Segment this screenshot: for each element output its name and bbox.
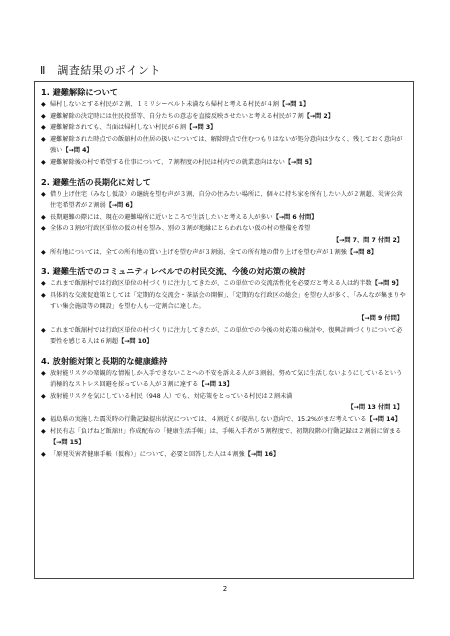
question-reference: 【→問 16】 [244,450,280,458]
item-text: 所有地については、全ての所有地の買い上げを望む声が３割弱、全ての所有地の借り上げを望む声が１割強 [50,248,347,256]
question-reference: 【→問 9 付問】 [358,314,403,322]
question-reference: 【→問 4】 [62,147,93,155]
section-4 [41,355,407,461]
bullet-item [41,157,407,169]
question-reference: 【→問 13 付問 1】 [347,404,403,412]
section-3 [41,265,407,348]
diamond-bullet-icon: ◆ [41,213,46,221]
section-title: 2. 避難生活の長期化に対して [41,176,151,187]
diamond-bullet-icon: ◆ [41,326,46,334]
question-reference: 【→問 15】 [50,439,85,447]
item-text: これまで飯舘村では行政区単位の村づくりに注力してきたが、この単位での交流活性化を必要だと考える人は約半数 [50,280,372,288]
section-title: 3. 避難生活でのコミュニティレベルでの村民交流、今後の対応策の検討 [41,266,306,277]
summary-box [34,81,414,579]
question-reference: 【→問 9】 [371,280,402,288]
bullet-item [41,368,407,391]
bullet-item [41,111,407,123]
section-heading: Ⅱ 調査結果のポイント [40,64,161,77]
diamond-bullet-icon: ◆ [41,427,46,435]
bullet-item [41,212,407,224]
bullet-item [41,189,407,212]
item-text: 帰村しないとする村民が２割、１ミリシーベルト未満なら帰村と考える村民が４割 [50,101,279,108]
item-text: 放射能リスクを気にしている村民（948 人）でも、対応策をとっている村民は２割未満 [50,392,293,400]
page-number: 2 [222,585,228,593]
item-text: 具体的な交流促進策としては「定期的な交流会・茶話会の開催」、「定期的な行政区の総会」を望む人が多く、「みんなが集まりやすい集会施設等の開設」を望む人も一定割合に達した。 [50,291,406,311]
item-text: 避難解除されても、当面は帰村しない村民が６割 [50,124,187,132]
diamond-bullet-icon: ◆ [41,135,46,143]
diamond-bullet-icon: ◆ [41,450,46,458]
item-text: 避難解除された時点での飯舘村の住居の扱いについては、解除時点で住むつもりはないが処分意向は少なく、残しておく意向が強い [50,135,403,155]
diamond-bullet-icon: ◆ [41,369,46,377]
bullet-item [41,134,407,157]
item-text: 放射能リスクの楽観的な情報しか入手できないことへの不安を訴える人が３割弱、努めて気に生活しないようにしているという消極的なストレス回避を採っている人が３割に達する [50,369,403,389]
bullet-item [41,391,407,403]
section-2 [41,176,407,259]
item-text: 全体の３割が行政区単位の仮の村を望み、別の３割が地縁にとらわれない仮の村の整備を希望 [50,225,311,233]
item-text: 避難解除の決定時には住民投票等、自分たちの意志を直接反映させたいと考える村民が７割 [50,112,304,120]
diamond-bullet-icon: ◆ [41,392,46,400]
question-reference: 【→問 5】 [284,158,316,166]
bullet-item [41,278,407,290]
diamond-bullet-icon: ◆ [41,190,46,198]
diamond-bullet-icon: ◆ [41,101,46,108]
bullet-item [41,449,407,461]
question-reference: 【→問 6】 [105,202,136,210]
diamond-bullet-icon: ◆ [41,248,46,256]
diamond-bullet-icon: ◆ [41,225,46,233]
section-1 [41,86,407,169]
item-text: 避難解除後の村で希望する仕事について、７割程度の村民は村内での就業意向はない [50,158,285,166]
item-text: 村民有志「負げねど飯舘!!」作成配布の「健康生活手帳」は、手帳入手者が５割程度で、初期段階の行動記録は２割弱に留まる [50,427,402,435]
bullet-item [41,325,407,348]
diamond-bullet-icon: ◆ [41,112,46,120]
question-reference: 【→問 13】 [198,381,233,389]
item-text: 借り上げ住宅（みなし仮設）の継続を望む声が３割、自分の住みたい場所に、個々に持ち家を所有したい人が２割超、災害公営住宅希望者が２割弱 [50,190,403,210]
diamond-bullet-icon: ◆ [41,158,46,166]
question-reference: 【→問 8】 [346,248,378,256]
bullet-item [41,122,407,134]
section-title: 1. 避難解除について [41,87,118,97]
question-reference: 【→問 7、問 7 付問 2】 [332,236,403,244]
bullet-item [41,99,407,111]
item-text: 「原発災害者健康手帳（仮称）」について、必要と回答した人は４割強 [50,450,245,458]
question-reference: 【→問 3】 [186,124,217,132]
section-title: 4. 放射能対策と長期的な健康維持 [41,355,168,366]
item-text: 長期避難の際には、現在の避難場所に近いところで生活したいと考える人が多い [50,213,273,221]
diamond-bullet-icon: ◆ [41,124,46,132]
bullet-item [41,247,407,259]
bullet-item [41,290,407,313]
bullet-item [41,426,407,449]
question-reference: 【→問 10】 [118,338,153,346]
bullet-item [41,223,407,235]
question-reference: 【→問 1】 [278,101,310,108]
question-reference: 【→問 2】 [303,112,334,120]
bullet-item [41,414,407,426]
question-reference: 【→問 14】 [366,416,401,424]
question-reference: 【→問 6 付問】 [272,213,318,221]
item-text: 福島県の実施した震災時の行動記録提出状況については、４割近くが提出しない意向で、15.2%がまだ考えている [50,416,367,424]
diamond-bullet-icon: ◆ [41,291,46,299]
diamond-bullet-icon: ◆ [41,416,46,424]
diamond-bullet-icon: ◆ [41,280,46,288]
item-text: これまで飯舘村では行政区単位の村づくりに注力してきたが、この単位での今後の対応策の検討や、復興計画づくりについて必要性を感じる人は６割超 [50,326,403,346]
